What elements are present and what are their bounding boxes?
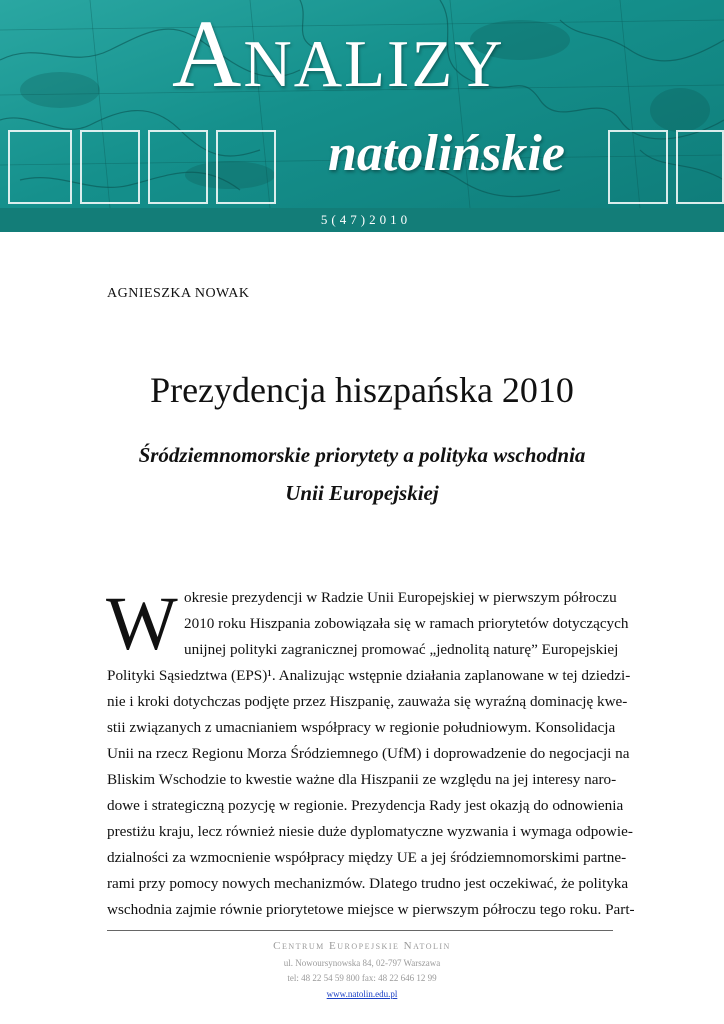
body-line: stii związanych z umacnianiem współpracy w regionie południowym. Konsolidacja: [107, 719, 616, 736]
body-line: Unii na rzecz Regionu Morza Śródziemnego (UfM) i doprowadzenie do negocjacji na: [107, 745, 630, 762]
footer-divider: [107, 930, 613, 931]
article-title: Prezydencja hiszpańska 2010: [150, 370, 574, 410]
article-subtitle: [107, 436, 617, 512]
map-frame: [8, 130, 72, 204]
body-line: unijnej polityki zagranicznej promować „jednolitą naturę” Europejskiej: [184, 641, 619, 658]
map-frame: [608, 130, 668, 204]
body-line: 2010 roku Hiszpania zobowiązała się w ramach priorytetów dotyczących: [184, 615, 629, 632]
footer-address: ul. Nowoursynowska 84, 02-797 Warszawa: [283, 958, 441, 968]
footer-phone: tel: 48 22 54 59 800 fax: 48 22 646 12 99: [287, 973, 437, 983]
body-line: dzialności za wzmocnienie współpracy między UE a jej śródziemnomorskimi partne-: [107, 849, 627, 866]
subtitle-line: Śródziemnomorskie priorytety a polityka wschodnia: [138, 443, 586, 467]
issue-number: 5(47)2010: [320, 212, 412, 227]
masthead-subtitle: natolińskie: [328, 125, 565, 182]
issue-bar: [0, 208, 724, 232]
footer-website: [0, 989, 724, 999]
drop-cap: W: [106, 582, 178, 666]
map-frame: [216, 130, 276, 204]
map-frame: [676, 130, 724, 204]
footer-organization: Centrum Europejskie Natolin: [273, 940, 451, 952]
body-line: okresie prezydencji w Radzie Unii Europejskiej w pierwszym półroczu: [184, 589, 617, 606]
header-banner: [0, 0, 724, 208]
body-line: rami przy pomocy nowych mechanizmów. Dlatego trudno jest oczekiwać, że polityka: [107, 875, 629, 892]
subtitle-line: Unii Europejskiej: [285, 481, 439, 505]
body-line: wschodnia zajmie równie priorytetowe miejsce w pierwszym półroczu tego roku. Part-: [107, 901, 635, 918]
body-line: nie i kroki dotychczas podjęte przez Hiszpanię, zauważa się wyraźną dominację kwe-: [107, 693, 628, 710]
map-frame: [148, 130, 208, 204]
masthead-title: Analizy: [172, 0, 505, 107]
website-link[interactable]: www.natolin.edu.pl: [326, 989, 398, 999]
body-line: Polityki Sąsiedztwa (EPS)¹. Analizując wstępnie działania zaplanowane w tej dziedzi-: [107, 667, 631, 684]
body-line: prestiżu kraju, lecz również niesie duże dyplomatyczne wyzwania i wymaga odpowie-: [107, 823, 633, 840]
body-line: dowe i strategiczną pozycję w regionie. Prezydencja Rady jest okazją do odnowienia: [107, 797, 624, 814]
map-frame: [80, 130, 140, 204]
author-name: AGNIESZKA NOWAK: [107, 286, 250, 301]
body-line: Bliskim Wschodzie to kwestie ważne dla Hiszpanii ze względu na jej interesy naro-: [107, 771, 617, 788]
